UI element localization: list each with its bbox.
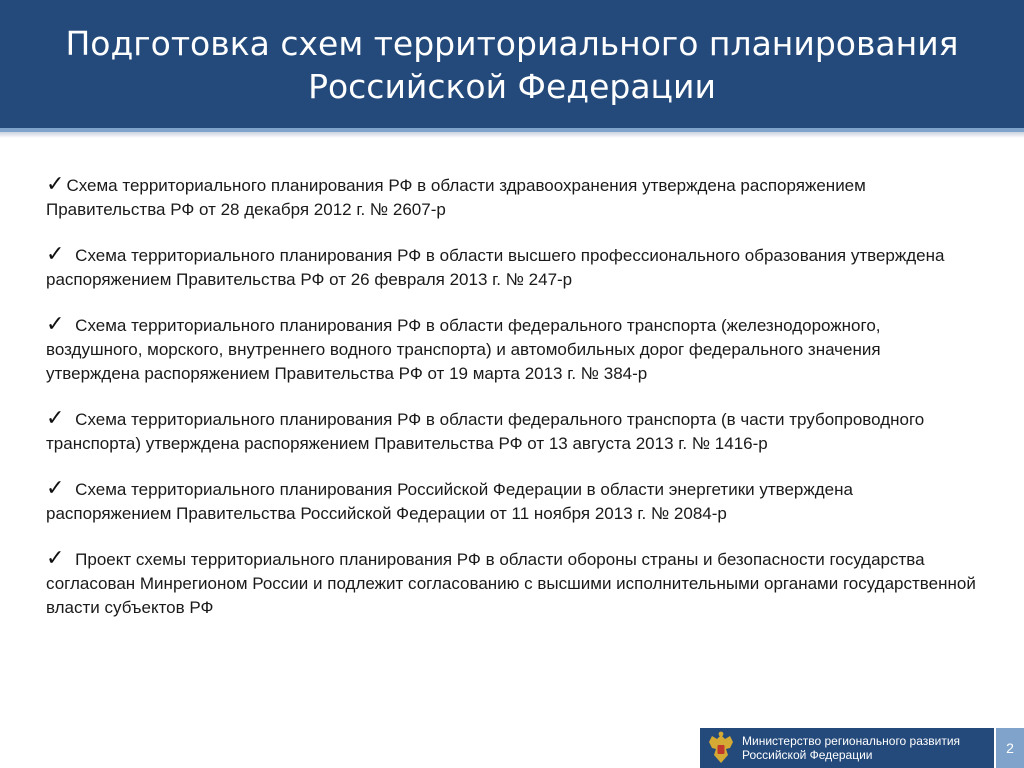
ministry-name-line2: Российской Федерации [742, 748, 873, 762]
list-item-text: Проект схемы территориального планирования РФ в области обороны страны и безопасности государства согласован Минрегионом России и подлежит согласованию с высшими исполнительными органами государственной власти субъектов РФ [46, 550, 976, 617]
double-headed-eagle-emblem-icon [706, 730, 736, 766]
checkmark-icon: ✓ [46, 406, 65, 431]
list-item [46, 314, 976, 386]
checkmark-icon: ✓ [46, 546, 65, 571]
checkmark-icon: ✓ [46, 242, 65, 267]
list-item [46, 478, 976, 526]
list-item-text: Схема территориального планирования РФ в области федерального транспорта (в части трубопроводного транспорта) утверждена распоряжением Правительства РФ от 13 августа 2013 г. № 1416-р [46, 410, 925, 453]
list-item [46, 548, 976, 620]
title-divider-shadow [0, 132, 1024, 138]
list-item-text: Схема территориального планирования Российской Федерации в области энергетики утверждена распоряжением Правительства Российской Федерации от 11 ноября 2013 г. № 2084-р [46, 480, 853, 523]
slide-title: Подготовка схем территориального планирования Российской Федерации [65, 24, 959, 106]
checkmark-icon: ✓ [46, 476, 65, 501]
ministry-name [742, 734, 960, 762]
checkmark-icon: ✓ [46, 312, 65, 337]
list-item-text: Схема территориального планирования РФ в области высшего профессионального образования утверждена распоряжением Правительства РФ от 26 февраля 2013 г. № 247-р [46, 246, 945, 289]
list-item [46, 174, 976, 222]
checkmark-icon: ✓ [46, 172, 65, 197]
page-number: 2 [996, 728, 1024, 768]
list-item-text: Схема территориального планирования РФ в области здравоохранения утверждена распоряжением Правительства РФ от 28 декабря 2012 г. № 2607-р [46, 176, 866, 219]
list-item-text: Схема территориального планирования РФ в области федерального транспорта (железнодорожного, воздушного, морского, внутреннего водного транспорта) и автомобильных дорог федерального значения утверждена распоряжением Правительства РФ от 19 марта 2013 г. № 384-р [46, 316, 881, 383]
list-item [46, 244, 976, 292]
list-item [46, 408, 976, 456]
ministry-name-line1: Министерство регионального развития [742, 734, 961, 748]
title-banner [0, 0, 1024, 128]
bullet-list [46, 174, 976, 642]
